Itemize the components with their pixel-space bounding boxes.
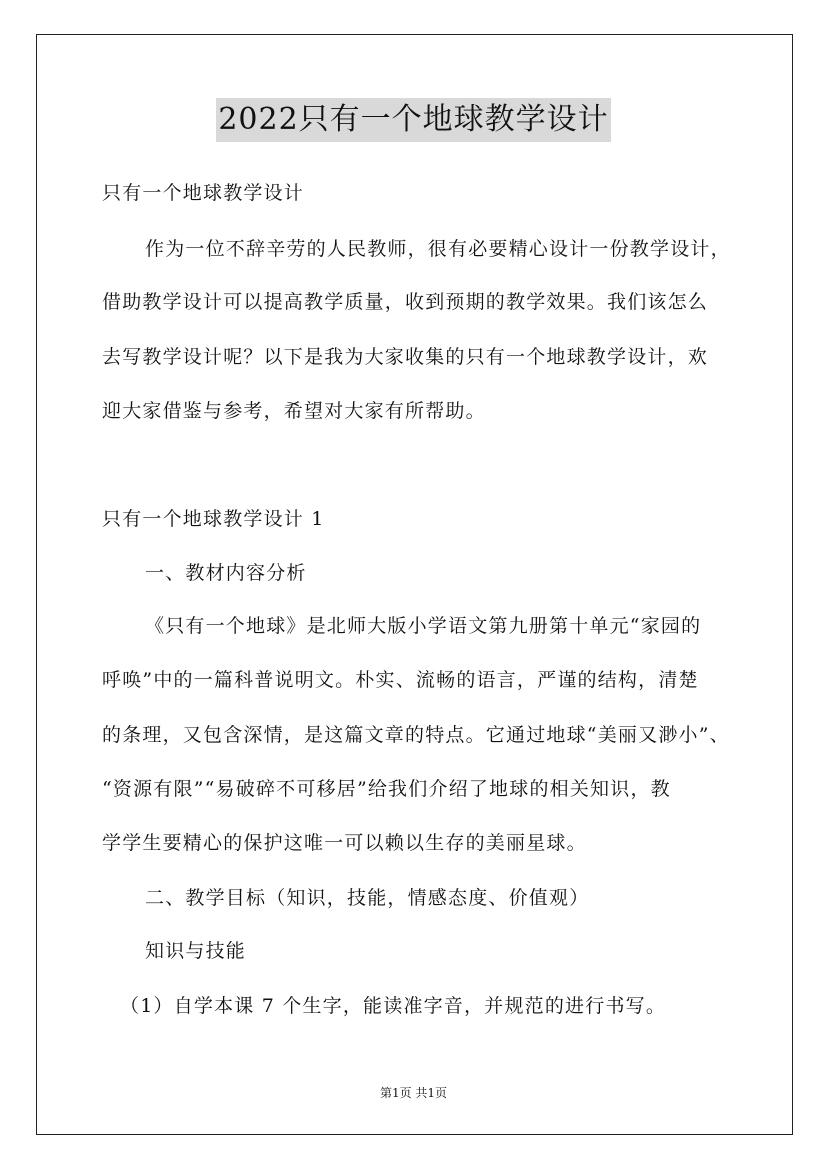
section-heading: 只有一个地球教学设计 1 — [102, 508, 325, 530]
page-footer: 第1页 共1页 — [379, 1086, 448, 1100]
intro-line-4: 迎大家借鉴与参考，希望对大家有所帮助。 — [102, 400, 486, 422]
analysis-line-5: 学学生要精心的保护这唯一可以赖以生存的美丽星球。 — [102, 832, 587, 854]
title-container — [0, 98, 827, 142]
analysis-line-2: 呼唤”中的一篇科普说明文。朴实、流畅的语言，严谨的结构，清楚 — [102, 669, 699, 691]
intro-line-3: 去写教学设计呢？以下是我为大家收集的只有一个地球教学设计，欢 — [102, 346, 709, 368]
analysis-line-3: 的条理，又包含深情，是这篇文章的特点。它通过地球“美丽又渺小”、 — [102, 724, 730, 746]
subtitle: 只有一个地球教学设计 — [102, 182, 305, 204]
intro-line-1: 作为一位不辞辛劳的人民教师，很有必要精心设计一份教学设计， — [145, 238, 731, 260]
intro-line-2: 借助教学设计可以提高教学质量，收到预期的教学效果。我们该怎么 — [102, 291, 709, 313]
document-title: 2022只有一个地球教学设计 — [216, 98, 610, 142]
analysis-line-4: “资源有限”“易破碎不可移居”给我们介绍了地球的相关知识，教 — [102, 778, 671, 800]
heading-goals: 二、教学目标（知识，技能，情感态度、价值观） — [145, 887, 590, 909]
heading-analysis: 一、教材内容分析 — [145, 562, 307, 584]
subheading-knowledge: 知识与技能 — [145, 940, 247, 962]
analysis-line-1: 《只有一个地球》是北师大版小学语文第九册第十单元“家园的 — [145, 615, 702, 637]
goal-item-1: （1）自学本课 7 个生字，能读准字音，并规范的进行书写。 — [120, 995, 667, 1017]
